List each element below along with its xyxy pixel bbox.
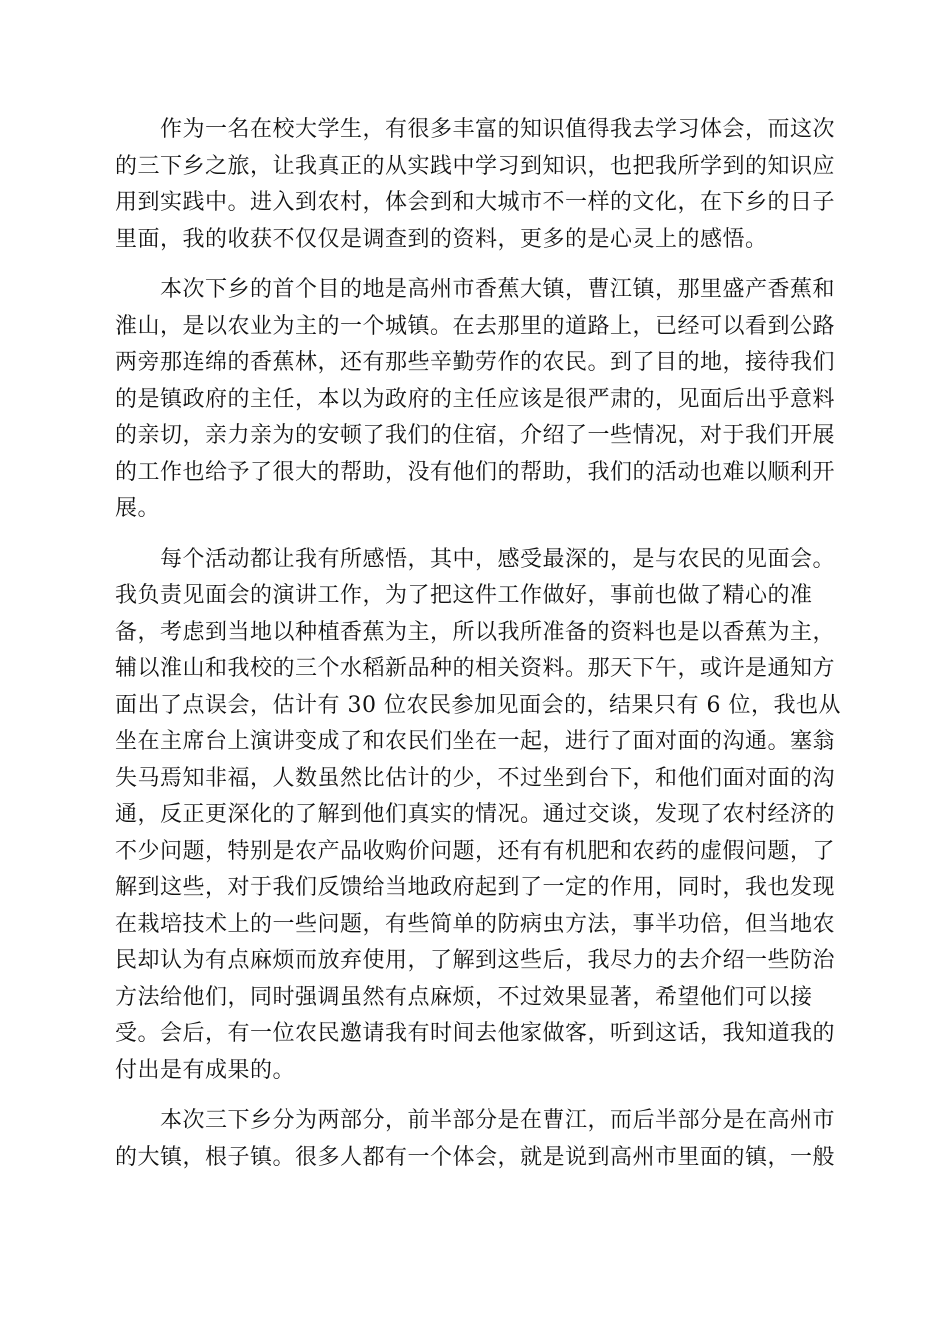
text-line: 失马焉知非福，人数虽然比估计的少，不过坐到台下，和他们面对面的沟 bbox=[115, 765, 836, 791]
paragraph-spacer bbox=[115, 1089, 835, 1103]
paragraph-3 bbox=[115, 542, 841, 1090]
text-line: 坐在主席台上演讲变成了和农民们坐在一起，进行了面对面的沟通。塞翁 bbox=[115, 729, 836, 754]
text-line: 每个活动都让我有所感悟，其中，感受最深的，是与农民的见面会。 bbox=[160, 546, 836, 572]
text-line: 的工作也给予了很大的帮助，没有他们的帮助，我们的活动也难以顺利开 bbox=[115, 459, 836, 485]
text-line: 两旁那连绵的香蕉林，还有那些辛勤劳作的农民。到了目的地，接待我们 bbox=[115, 350, 836, 375]
text-line: 通，反正更深化的了解到他们真实的情况。通过交谈，发现了农村经济的 bbox=[115, 802, 836, 827]
text-line: 的亲切，亲力亲为的安顿了我们的住宿，介绍了一些情况，对于我们开展 bbox=[115, 423, 836, 448]
paragraph-spacer bbox=[115, 258, 835, 272]
text-line: 方法给他们，同时强调虽然有点麻烦，不过效果显著，希望他们可以接 bbox=[115, 984, 813, 1010]
text-line: 里面，我的收获不仅仅是调查到的资料，更多的是心灵上的感悟。 bbox=[115, 226, 768, 252]
text-line: 淮山，是以农业为主的一个城镇。在去那里的道路上，已经可以看到公路 bbox=[115, 313, 836, 339]
paragraph-2 bbox=[115, 272, 835, 528]
text-line: 的是镇政府的主任，本以为政府的主任应该是很严肃的，见面后出乎意料 bbox=[115, 386, 836, 412]
text-line: 本次下乡的首个目的地是高州市香蕉大镇，曹江镇，那里盛产香蕉和 bbox=[160, 277, 836, 302]
text-line: 作为一名在校大学生，有很多丰富的知识值得我去学习体会，而这次 bbox=[160, 117, 836, 142]
text-line: 备，考虑到当地以种植香蕉为主，所以我所准备的资料也是以香蕉为主， bbox=[115, 619, 836, 645]
text-line: 用到实践中。进入到农村，体会到和大城市不一样的文化，在下乡的日子 bbox=[115, 190, 836, 215]
text-line: 我负责见面会的演讲工作，为了把这件工作做好，事前也做了精心的准 bbox=[115, 583, 813, 608]
text-line: 本次三下乡分为两部分，前半部分是在曹江，而后半部分是在高州市 bbox=[160, 1108, 836, 1133]
text-line: 辅以淮山和我校的三个水稻新品种的相关资料。那天下午，或许是通知方 bbox=[115, 656, 836, 681]
text-line: 面出了点误会，估计有 30 位农民参加见面会的，结果只有 6 位，我也从 bbox=[115, 692, 841, 718]
text-line: 的三下乡之旅，让我真正的从实践中学习到知识，也把我所学到的知识应 bbox=[115, 153, 836, 179]
text-line: 不少问题，特别是农产品收购价问题，还有有机肥和农药的虚假问题，了 bbox=[115, 838, 836, 864]
paragraph-4 bbox=[115, 1103, 835, 1176]
paragraph-spacer bbox=[115, 528, 835, 542]
text-line: 民却认为有点麻烦而放弃使用，了解到这些后，我尽力的去介绍一些防治 bbox=[115, 948, 836, 973]
text-line: 在栽培技术上的一些问题，有些简单的防病虫方法，事半功倍，但当地农 bbox=[115, 911, 836, 937]
paragraph-1 bbox=[115, 112, 835, 258]
text-line: 受。会后，有一位农民邀请我有时间去他家做客，听到这话，我知道我的 bbox=[115, 1021, 836, 1046]
document-body bbox=[115, 112, 841, 1176]
text-line: 展。 bbox=[115, 496, 161, 521]
text-line: 付出是有成果的。 bbox=[115, 1057, 296, 1083]
text-line: 解到这些，对于我们反馈给当地政府起到了一定的作用，同时，我也发现 bbox=[115, 875, 836, 900]
text-line: 的大镇，根子镇。很多人都有一个体会，就是说到高州市里面的镇，一般 bbox=[115, 1144, 836, 1170]
